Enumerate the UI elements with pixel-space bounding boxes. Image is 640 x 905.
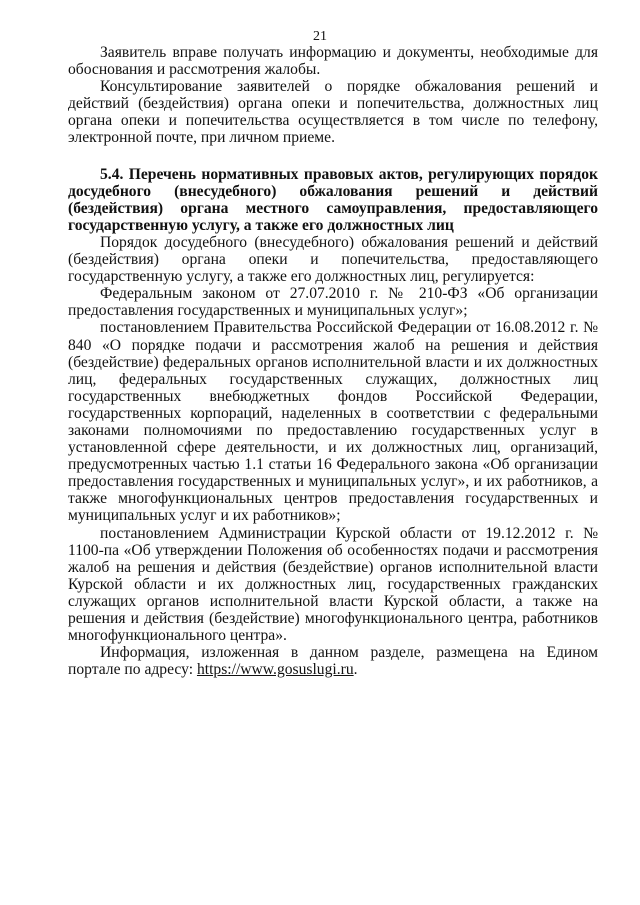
paragraph-federal-law: Федеральным законом от 27.07.2010 г. № 210-ФЗ «Об организации предоставления государственных и муниципальных услуг»; <box>68 285 598 320</box>
paragraph-portal-info <box>68 644 598 678</box>
paragraph-appeal-procedure: Порядок досудебного (внесудебного) обжалования решений и действий (бездействия) органа опеки и попечительства, предоставляющего государственную услугу, а также его должностных лиц, регулируется: <box>68 233 598 286</box>
gosuslugi-link[interactable]: https://www.gosuslugi.ru <box>196 661 354 679</box>
paragraph-kursk-resolution: постановлением Администрации Курской области от 19.12.2012 г. № 1100-па «Об утверждении Положения об особенностях подачи и рассмотрения жалоб на решения и действия (бездействие) органов исполнительной власти Курской области и их должностных лиц, государственных гражданских служащих органов исполнительной власти Курской области, а также на решения и действия (бездействие) многофункционального центра, работников многофункционального центра». <box>68 524 598 645</box>
page-content <box>68 44 598 678</box>
paragraph-government-resolution: постановлением Правительства Российской Федерации от 16.08.2012 г. № 840 «О порядке подачи и рассмотрения жалоб на решения и действия (бездействие) федеральных органов исполнительной власти и их должностных лиц, федеральных государственных служащих, должностных лиц государственных внебюджетных фондов Российской Федерации, государственных корпораций, наделенных в соответствии с федеральными законами полномочиями по предоставлению государственных услуг в установленной сфере деятельности, и их должностных лиц, организаций, предусмотренных частью 1.1 статьи 16 Федерального закона «Об организации предоставления государственных и муниципальных услуг», и их работников, а также многофункциональных центров предоставления государственных и муниципальных услуг и их работников»; <box>68 319 598 525</box>
portal-info-text: Информация, изложенная в данном разделе, размещена на Едином портале по адресу: <box>68 644 598 679</box>
paragraph-applicant-rights: Заявитель вправе получать информацию и документы, необходимые для обоснования и рассмотрения жалобы. <box>68 44 598 79</box>
portal-info-end: . <box>353 661 358 679</box>
section-heading: 5.4. Перечень нормативных правовых актов, регулирующих порядок досудебного (внесудебного) обжалования решений и действий (бездействия) органа местного самоуправления, предоставляющего государственную услугу, а также его должностных лиц <box>68 165 598 234</box>
page-number: 21 <box>313 29 327 44</box>
paragraph-consultation: Консультирование заявителей о порядке обжалования решений и действий (бездействия) органа опеки и попечительства, должностных лиц органа опеки и попечительства осуществляется в том числе по телефону, электронной почте, при личном приеме. <box>68 78 598 147</box>
